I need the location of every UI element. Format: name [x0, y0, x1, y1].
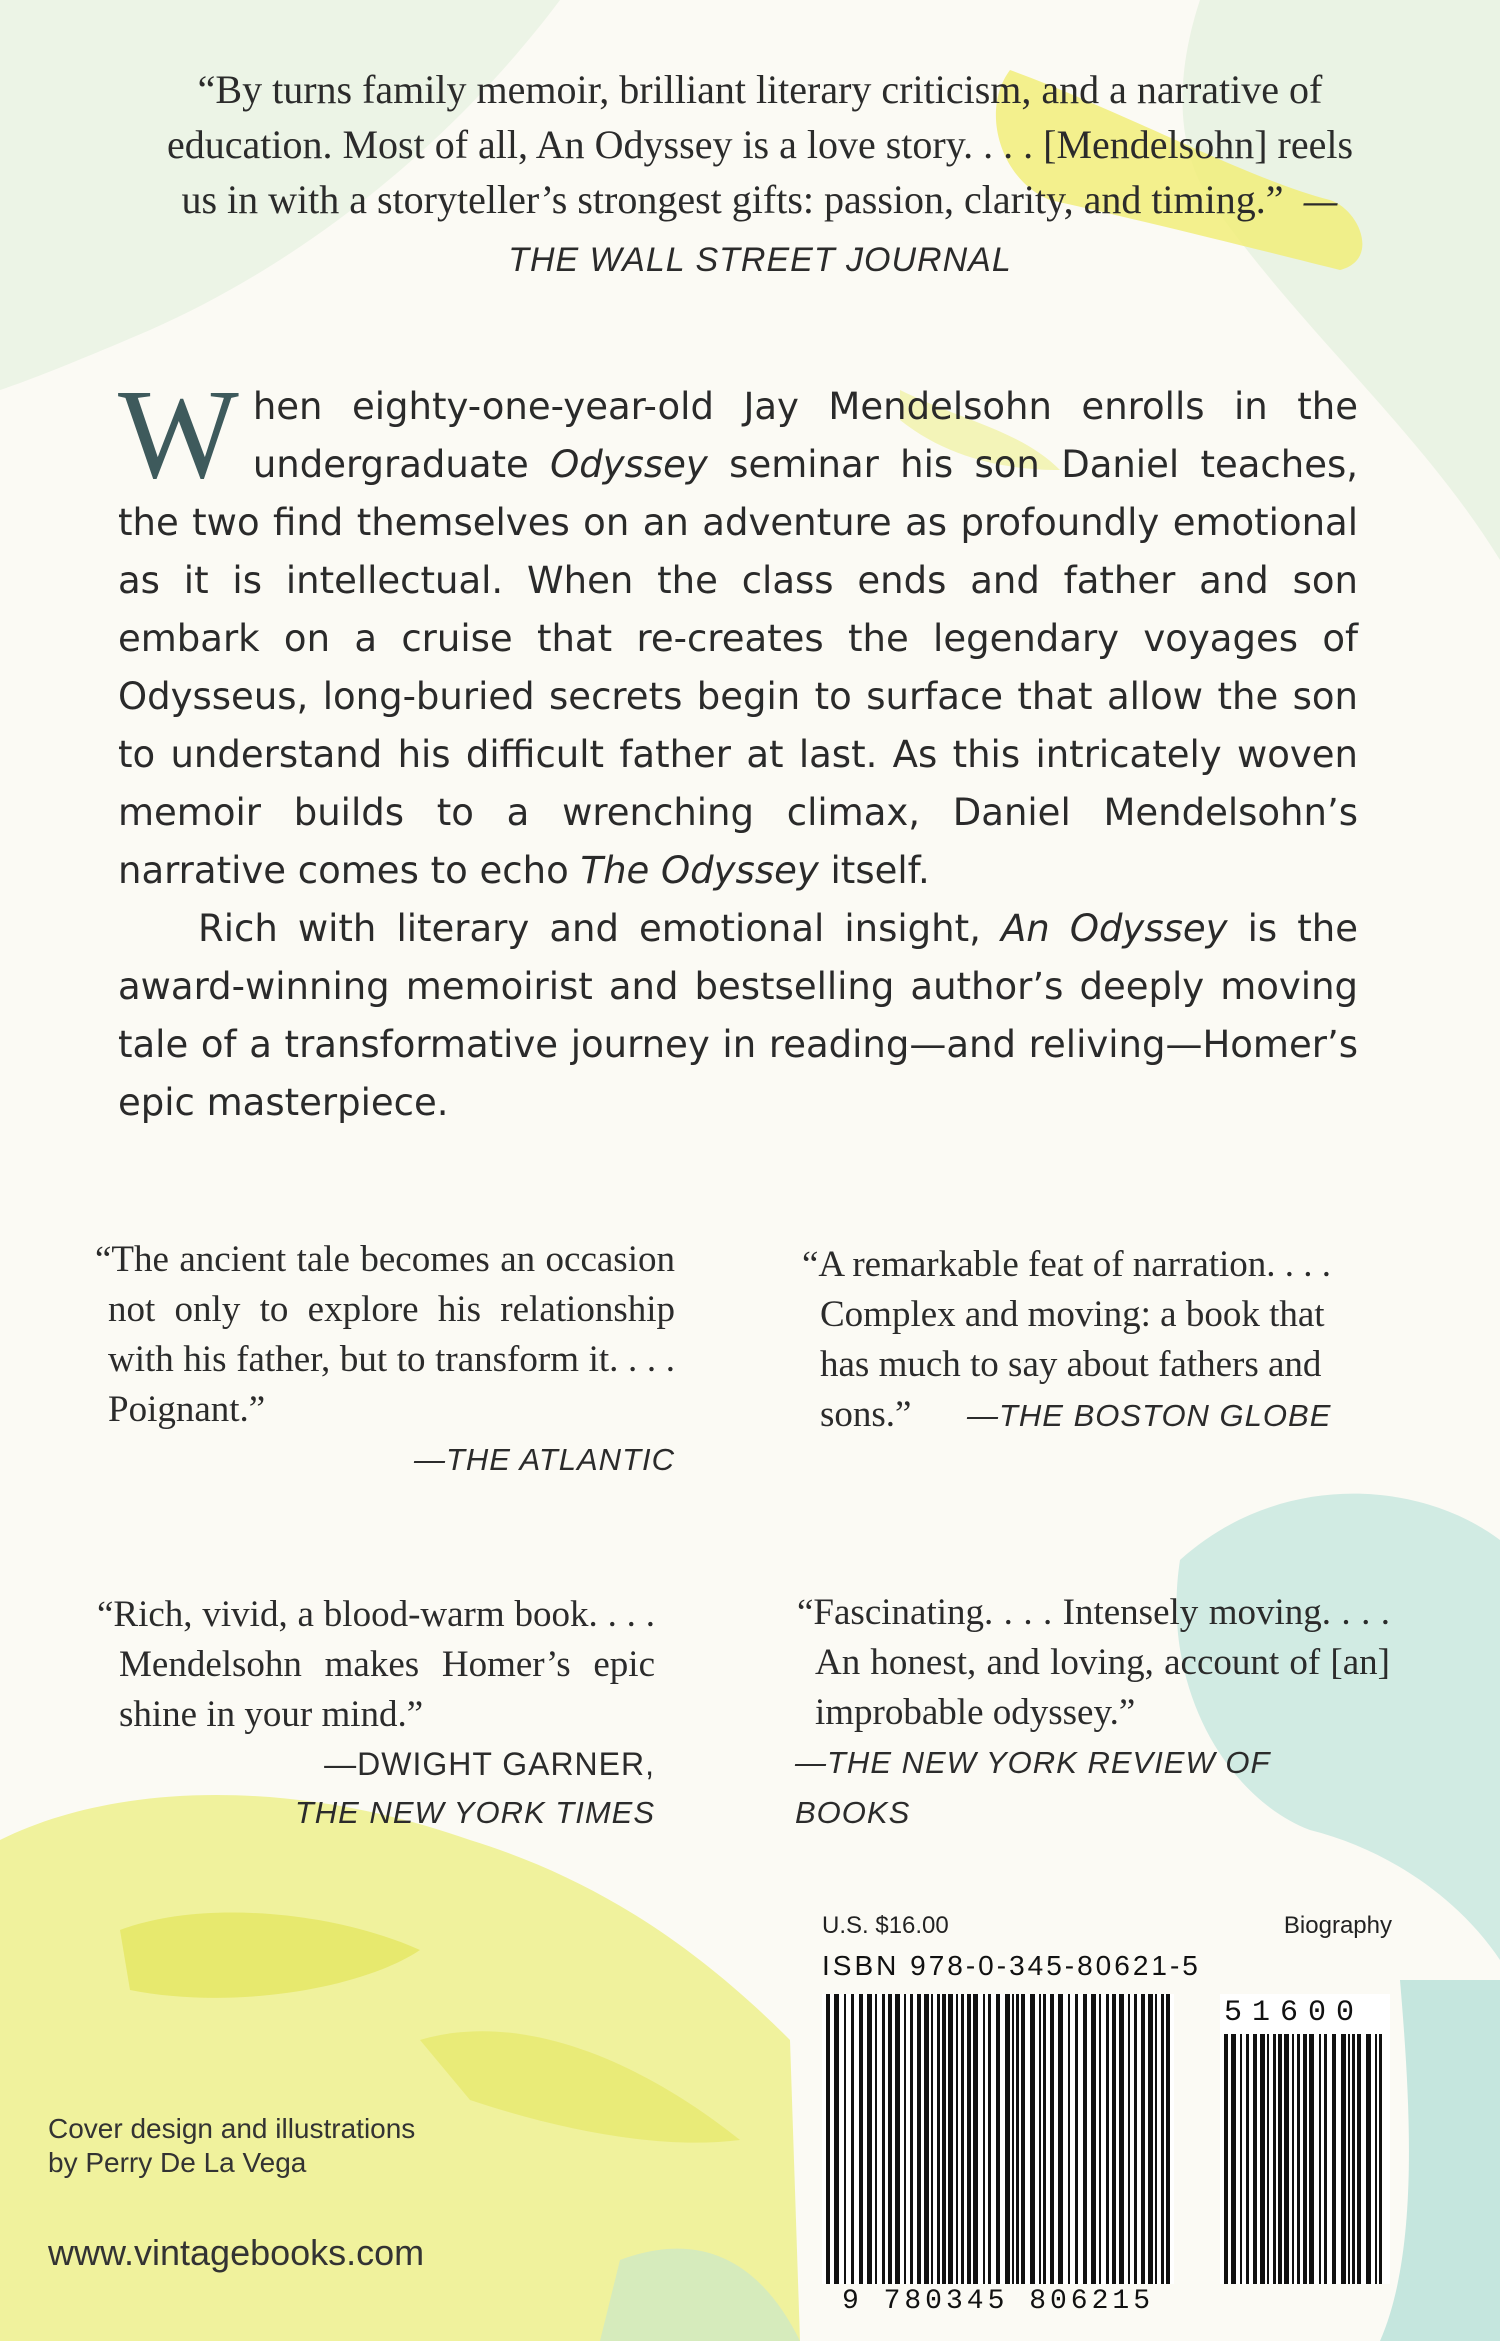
description-text-1c: seminar his son Daniel teaches, the two find themselves on an adventure as profoundly emotional as it is intellectual. When the class ends and father and son embark on a cruise that re-creates the legendary voyages of Odysseus, long-buried secrets begin to surface that allow the son to understand his difficult father at last. As this intricately woven memoir builds to a wrenching climax, Daniel Mendelsohn’s narrative comes to echo	[118, 443, 1358, 892]
blurb-source: —THE NEW YORK REVIEW OF BOOKS	[795, 1745, 1270, 1830]
cover-credit	[48, 2112, 498, 2180]
description-text-2c: is the award-winning memoirist and bestselling author’s deeply moving tale of a transformative journey in reading—and reliving—Homer’s epic masterpiece.	[118, 907, 1359, 1124]
top-quote-source: —THE WALL STREET JOURNAL	[508, 183, 1339, 279]
blurb-atlantic	[95, 1235, 675, 1485]
blurb-new-york-times	[95, 1590, 655, 1837]
description-title-odyssey: Odyssey	[550, 443, 708, 486]
price: U.S. $16.00	[822, 1912, 949, 1939]
credit-line-2: by Perry De La Vega	[48, 2147, 307, 2178]
blurb-quote: “Rich, vivid, a blood-warm book. . . . Mendelsohn makes Homer’s epic shine in your mind.”	[97, 1594, 655, 1735]
blurb-source: —THE ATLANTIC	[413, 1442, 675, 1477]
barcode-addon	[1220, 1994, 1390, 2284]
blurb-source: —THE BOSTON GLOBE	[966, 1398, 1332, 1433]
description-title-an-odyssey: An Odyssey	[1000, 907, 1228, 950]
publisher-website[interactable]: www.vintagebooks.com	[48, 2232, 425, 2273]
blurb-quote: “A remarkable feat of narration. . . . Complex and moving: a book that has much to say about fathers and sons.”	[802, 1244, 1332, 1435]
drop-cap: W	[118, 363, 239, 505]
description-title-the-odyssey: The Odyssey	[580, 849, 819, 892]
credit-line-1: Cover design and illustrations	[48, 2113, 416, 2144]
blurb-quote: “Fascinating. . . . Intensely moving. . . . An honest, and loving, account of [an] improbable odyssey.”	[797, 1592, 1390, 1733]
barcode	[822, 1994, 1174, 2284]
description-text-2a: Rich with literary and emotional insight,	[198, 907, 1001, 950]
blurb-source-name: —DWIGHT GARNER,	[324, 1746, 655, 1782]
blurb-source-publication: THE NEW YORK TIMES	[294, 1795, 655, 1830]
description-text-1e: itself.	[818, 849, 930, 892]
barcode-number: 9 780345 806215	[841, 2286, 1155, 2317]
retail-block	[822, 1912, 1392, 2317]
blurb-quote: “The ancient tale becomes an occasion not only to explore his relationship with his father, but to transform it. . . . Poignant.”	[95, 1239, 675, 1430]
book-description	[118, 363, 1359, 1132]
top-review-quote	[150, 62, 1370, 288]
blurb-new-york-review-of-books	[795, 1588, 1390, 1838]
description-text-1a: hen eighty-one-year-old Jay Mendelsohn enrolls in the undergraduate	[252, 385, 1358, 486]
isbn: ISBN 978-0-345-80621-5	[822, 1950, 1201, 1981]
top-quote-text: “By turns family memoir, brilliant literary criticism, and a narrative of education. Most of all, An Odyssey is a love story. . . . [Mendelsohn] reels us in with a storyteller’s strongest gifts: passion, clarity, and timing.”	[166, 67, 1354, 222]
blurb-boston-globe	[800, 1240, 1380, 1441]
barcode-addon-number: 51600	[1224, 1996, 1365, 2030]
category: Biography	[1283, 1912, 1392, 1939]
